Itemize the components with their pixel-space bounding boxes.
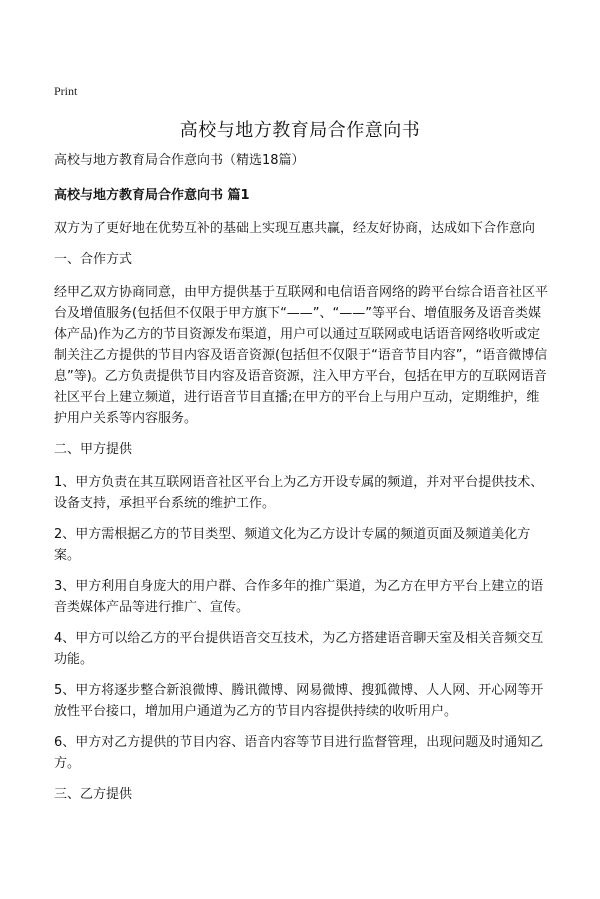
list-item: 6、甲方对乙方提供的节目内容、语音内容等节目进行监督管理，出现问题及时通知乙方。 [54,735,544,771]
heading-party-b-provides: 三、乙方提供 [54,787,133,802]
list-item: 2、甲方需根据乙方的节目类型、频道文化为乙方设计专属的频道页面及频道美化方案。 [54,527,531,563]
paragraph-cooperation-details: 经甲乙双方协商同意，由甲方提供基于互联网和电信语音网络的跨平台综合语音社区平台及增值服务(包括但不仅限于甲方旗下“——”、“——”等平台、增值服务及语音类媒体产品)作为乙方的节目资源发布渠道，用户可以通过互联网或电话语音网络收听或定制关注乙方提供的节目内容及语音资源(包括但不仅限于“语音节目内容”，“语音微博信息”等)。乙方负责提供节目内容及语音资源，注入甲方平台，包括在甲方的互联网语音社区平台上建立频道，进行语音节目直播;在甲方的平台上与用户互动，定期维护，维护用户关系等内容服务。 [54,285,549,426]
document-body [54,150,550,817]
section-title: 高校与地方教育局合作意向书 篇1 [54,188,250,203]
print-label: Print [54,84,78,98]
list-item: 4、甲方可以给乙方的平台提供语音交互技术，为乙方搭建语音聊天室及相关音频交互功能。 [54,631,544,667]
document-title: 高校与地方教育局合作意向书 [179,120,421,141]
list-item: 1、甲方负责在其互联网语音社区平台上为乙方开设专属的频道，并对平台提供技术、设备支持，承担平台系统的维护工作。 [54,475,544,511]
paragraph-intro: 双方为了更好地在优势互补的基础上实现互惠共赢，经友好协商，达成如下合作意向 [54,221,536,236]
heading-cooperation-method: 一、合作方式 [54,252,133,267]
list-item: 5、甲方将逐步整合新浪微博、腾讯微博、网易微博、搜狐微博、人人网、开心网等开放性平台接口，增加用户通道为乙方的节目内容提供持续的收听用户。 [54,683,544,719]
heading-party-a-provides: 二、甲方提供 [54,442,133,457]
list-item: 3、甲方利用自身庞大的用户群、合作多年的推广渠道，为乙方在甲方平台上建立的语音类媒体产品等进行推广、宣传。 [54,579,544,615]
document-subtitle: 高校与地方教育局合作意向书（精选18篇） [54,153,305,168]
